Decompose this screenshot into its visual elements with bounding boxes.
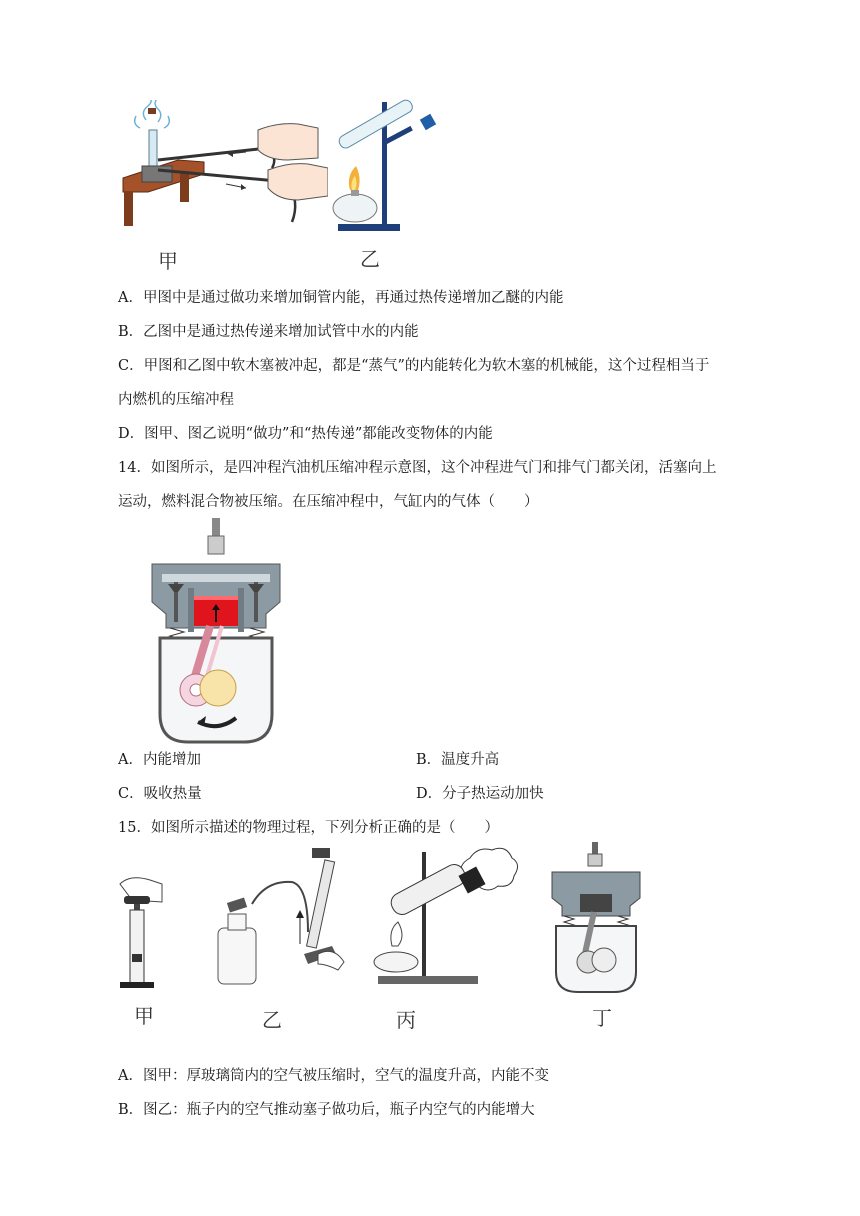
q14-option-d: D．分子热运动加快 <box>416 786 544 802</box>
q15-option-b: B．图乙：瓶子内的空气推动塞子做功后，瓶子内空气的内能增大 <box>118 1102 535 1118</box>
figure-15-label-ding: 丁 <box>592 1006 612 1030</box>
figure-label-yi: 乙 <box>360 247 380 271</box>
figure-15-label-yi: 乙 <box>262 1008 282 1032</box>
q15-stem: 15．如图所示描述的物理过程，下列分析正确的是（ ） <box>118 820 499 836</box>
q14-option-a: A．内能增加 <box>118 752 201 768</box>
q13-option-a: A．甲图中是通过做功来增加铜管内能，再通过热传递增加乙醚的内能 <box>118 290 564 306</box>
q13-option-d: D．图甲、图乙说明“做功”和“热传递”都能改变物体的内能 <box>118 426 493 442</box>
figure-label-jia: 甲 <box>158 249 178 273</box>
q14-stem-line2: 运动，燃料混合物被压缩。在压缩冲程中，气缸内的气体（ ） <box>118 494 539 510</box>
figure-15-label-jia: 甲 <box>134 1004 154 1028</box>
figure-jia-copper-tube <box>118 100 328 240</box>
figure-engine-compression-stroke <box>148 518 284 744</box>
figure-15-ding-engine <box>548 842 644 996</box>
q15-option-a: A．图甲：厚玻璃筒内的空气被压缩时，空气的温度升高，内能不变 <box>118 1068 549 1084</box>
q14-stem-line1: 14．如图所示，是四冲程汽油机压缩冲程示意图，这个冲程进气门和排气门都关闭，活塞向上 <box>118 460 717 476</box>
q13-option-c: C．甲图和乙图中软木塞被冲起，都是“蒸气”的内能转化为软木塞的机械能，这个过程相当于 <box>118 358 710 374</box>
figure-15-label-bing: 丙 <box>396 1008 416 1032</box>
q13-option-c-continued: 内燃机的压缩冲程 <box>118 392 234 408</box>
q13-option-b: B．乙图中是通过热传递来增加试管中水的内能 <box>118 324 419 340</box>
figure-15-yi-bottle-pump <box>212 842 352 992</box>
q14-option-b: B．温度升高 <box>416 752 500 768</box>
figure-15-bing-steam-tube <box>362 846 522 994</box>
figure-yi-test-tube <box>328 98 452 236</box>
figure-15-jia-glass-cylinder <box>110 870 172 994</box>
q14-option-c: C．吸收热量 <box>118 786 202 802</box>
